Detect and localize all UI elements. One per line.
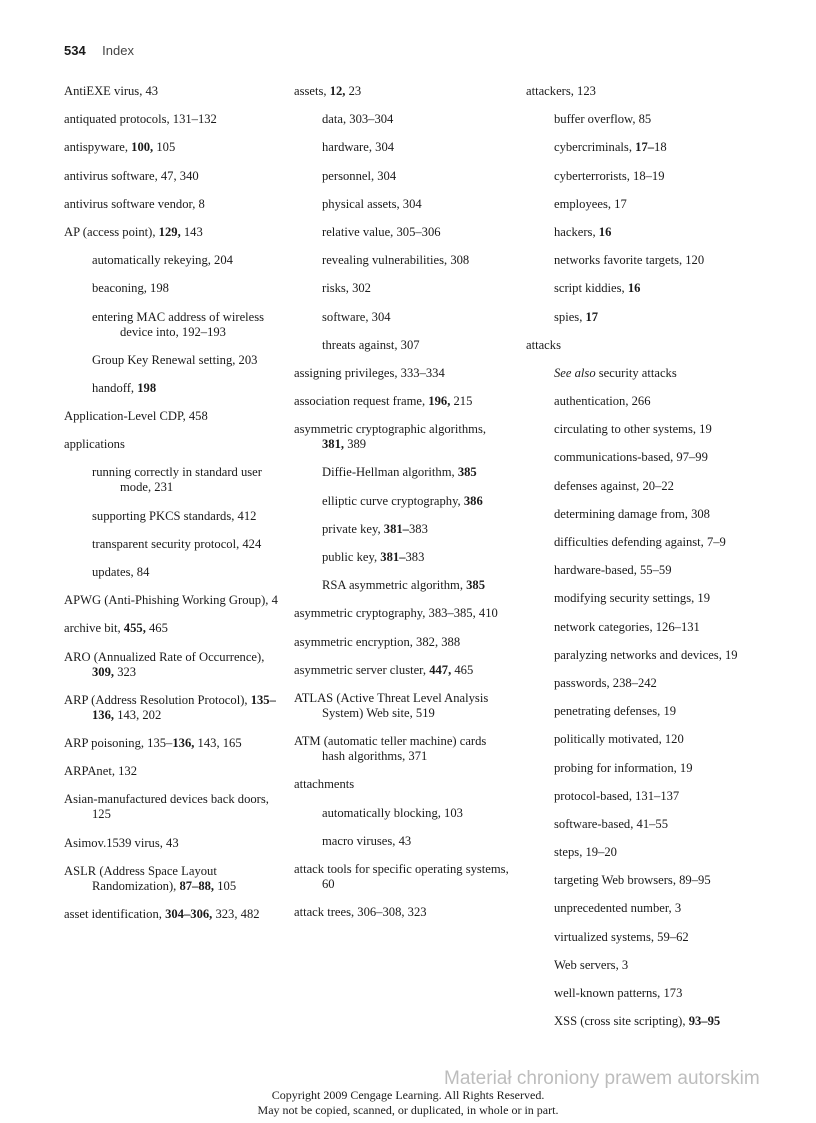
index-subentry: network categories, 126–131 [554, 619, 700, 634]
index-subentry: Group Key Renewal setting, 203 [92, 352, 258, 367]
index-subentry: script kiddies, 16 [554, 281, 641, 296]
index-entry: assigning privileges, 333–334 [294, 365, 445, 380]
index-entry: asset identification, 304–306, 323, 482 [64, 906, 260, 921]
index-subentry: difficulties defending against, 7–9 [554, 535, 726, 549]
index-entry: ATLAS (Active Threat Level Analysis System) Web site, 519 [294, 690, 489, 720]
index-entry: ASLR (Address Space Layout Randomization), 87–88, 105 [64, 863, 237, 893]
index-column-2 [294, 84, 509, 933]
index-entry: attack trees, 306–308, 323 [294, 905, 427, 920]
index-subentry: unprecedented number, 3 [554, 901, 682, 916]
index-entry: assets, 12, 23 [294, 84, 362, 98]
index-subentry: RSA asymmetric algorithm, 385 [322, 578, 486, 593]
index-subentry: handoff, 198 [92, 380, 157, 395]
index-subentry: networks favorite targets, 120 [554, 253, 705, 268]
page-title: Index [102, 43, 134, 58]
index-subentry: hackers, 16 [554, 224, 612, 239]
index-subentry: spies, 17 [554, 309, 599, 324]
index-subentry: data, 303–304 [322, 112, 394, 127]
index-subentry: software, 304 [322, 309, 391, 324]
page-number: 534 [64, 43, 86, 58]
index-entry: Asian-manufactured devices back doors, 125 [64, 792, 269, 822]
index-subentry: private key, 381–383 [322, 521, 428, 536]
index-entry: asymmetric cryptography, 383–385, 410 [294, 606, 498, 621]
index-subentry: See also security attacks [554, 365, 677, 380]
index-entry: AP (access point), 129, 143 [64, 224, 203, 239]
index-subentry: supporting PKCS standards, 412 [92, 508, 257, 523]
copyright-restriction-line: May not be copied, scanned, or duplicated, in whole or in part. [257, 1103, 559, 1117]
index-entry: ARO (Annualized Rate of Occurrence), 309, 323 [64, 649, 265, 679]
index-subentry: hardware, 304 [322, 140, 395, 155]
index-subentry: software-based, 41–55 [554, 816, 669, 831]
index-subentry: defenses against, 20–22 [554, 478, 674, 493]
index-subentry: automatically rekeying, 204 [92, 253, 233, 268]
index-subentry: virtualized systems, 59–62 [554, 929, 689, 944]
index-subentry: paralyzing networks and devices, 19 [554, 647, 738, 662]
index-subentry: passwords, 238–242 [554, 675, 657, 690]
index-column-3 [526, 84, 746, 1042]
index-subentry: employees, 17 [554, 196, 627, 211]
copyright-line: Copyright 2009 Cengage Learning. All Rights Reserved. [271, 1088, 545, 1102]
index-subentry: entering MAC address of wireless device into, 192–193 [92, 309, 265, 339]
index-entry: applications [64, 437, 125, 452]
index-entry: association request frame, 196, 215 [294, 394, 473, 409]
index-entry: antivirus software vendor, 8 [64, 196, 205, 211]
index-entry: ARP poisoning, 135–136, 143, 165 [64, 735, 242, 750]
index-entry: APWG (Anti-Phishing Working Group), 4 [64, 593, 278, 608]
index-subentry: hardware-based, 55–59 [554, 563, 672, 578]
index-subentry: politically motivated, 120 [554, 732, 684, 747]
index-entry: antiquated protocols, 131–132 [64, 112, 217, 127]
index-subentry: cybercriminals, 17–18 [554, 140, 667, 155]
index-subentry: updates, 84 [92, 565, 150, 579]
index-subentry: Diffie-Hellman algorithm, 385 [322, 465, 477, 480]
index-column-1 [64, 84, 284, 935]
index-entry: antivirus software, 47, 340 [64, 168, 199, 183]
index-subentry: determining damage from, 308 [554, 506, 710, 521]
index-entry: asymmetric cryptographic algorithms, 381, 389 [294, 422, 486, 452]
index-entry: asymmetric server cluster, 447, 465 [294, 662, 474, 677]
index-entry: asymmetric encryption, 382, 388 [294, 634, 461, 649]
index-subentry: penetrating defenses, 19 [554, 704, 677, 719]
index-entry: ARP (Address Resolution Protocol), 135–136, 143, 202 [64, 692, 276, 722]
index-subentry: targeting Web browsers, 89–95 [554, 873, 711, 888]
index-entry: attachments [294, 777, 355, 792]
index-subentry: beaconing, 198 [92, 281, 169, 296]
index-subentry: authentication, 266 [554, 394, 651, 409]
index-subentry: communications-based, 97–99 [554, 450, 708, 465]
index-subentry: relative value, 305–306 [322, 224, 441, 239]
index-subentry: physical assets, 304 [322, 196, 422, 211]
index-subentry: public key, 381–383 [322, 550, 425, 564]
index-subentry: steps, 19–20 [554, 845, 617, 860]
index-entry: attacks [526, 337, 561, 352]
index-entry: Application-Level CDP, 458 [64, 409, 208, 424]
index-subentry: running correctly in standard user mode, 231 [92, 465, 262, 495]
index-entry: attackers, 123 [526, 84, 596, 98]
index-subentry: circulating to other systems, 19 [554, 422, 712, 437]
index-subentry: probing for information, 19 [554, 760, 693, 775]
index-subentry: modifying security settings, 19 [554, 591, 711, 606]
index-subentry: transparent security protocol, 424 [92, 536, 262, 551]
index-subentry: macro viruses, 43 [322, 833, 412, 848]
index-entry: ATM (automatic teller machine) cards hash algorithms, 371 [294, 734, 487, 764]
page-header [64, 42, 134, 60]
index-subentry: automatically blocking, 103 [322, 805, 463, 820]
index-subentry: well-known patterns, 173 [554, 986, 683, 1000]
index-subentry: elliptic curve cryptography, 386 [322, 493, 483, 508]
index-subentry: revealing vulnerabilities, 308 [322, 253, 470, 268]
index-subentry: protocol-based, 131–137 [554, 788, 680, 803]
index-subentry: buffer overflow, 85 [554, 112, 652, 127]
index-entry: attack tools for specific operating systems, 60 [294, 861, 509, 891]
watermark: Materiał chroniony prawem autorskim [444, 1068, 760, 1089]
index-entry: ARPAnet, 132 [64, 764, 138, 779]
index-entry: AntiEXE virus, 43 [64, 84, 159, 98]
index-subentry: personnel, 304 [322, 168, 397, 183]
index-subentry: XSS (cross site scripting), 93–95 [554, 1014, 721, 1029]
index-entry: Asimov.1539 virus, 43 [64, 835, 179, 850]
index-subentry: risks, 302 [322, 281, 371, 296]
index-entry: antispyware, 100, 105 [64, 140, 176, 155]
index-subentry: Web servers, 3 [554, 957, 629, 972]
index-subentry: cyberterrorists, 18–19 [554, 168, 665, 183]
index-subentry: threats against, 307 [322, 337, 420, 352]
index-entry: archive bit, 455, 465 [64, 621, 168, 636]
